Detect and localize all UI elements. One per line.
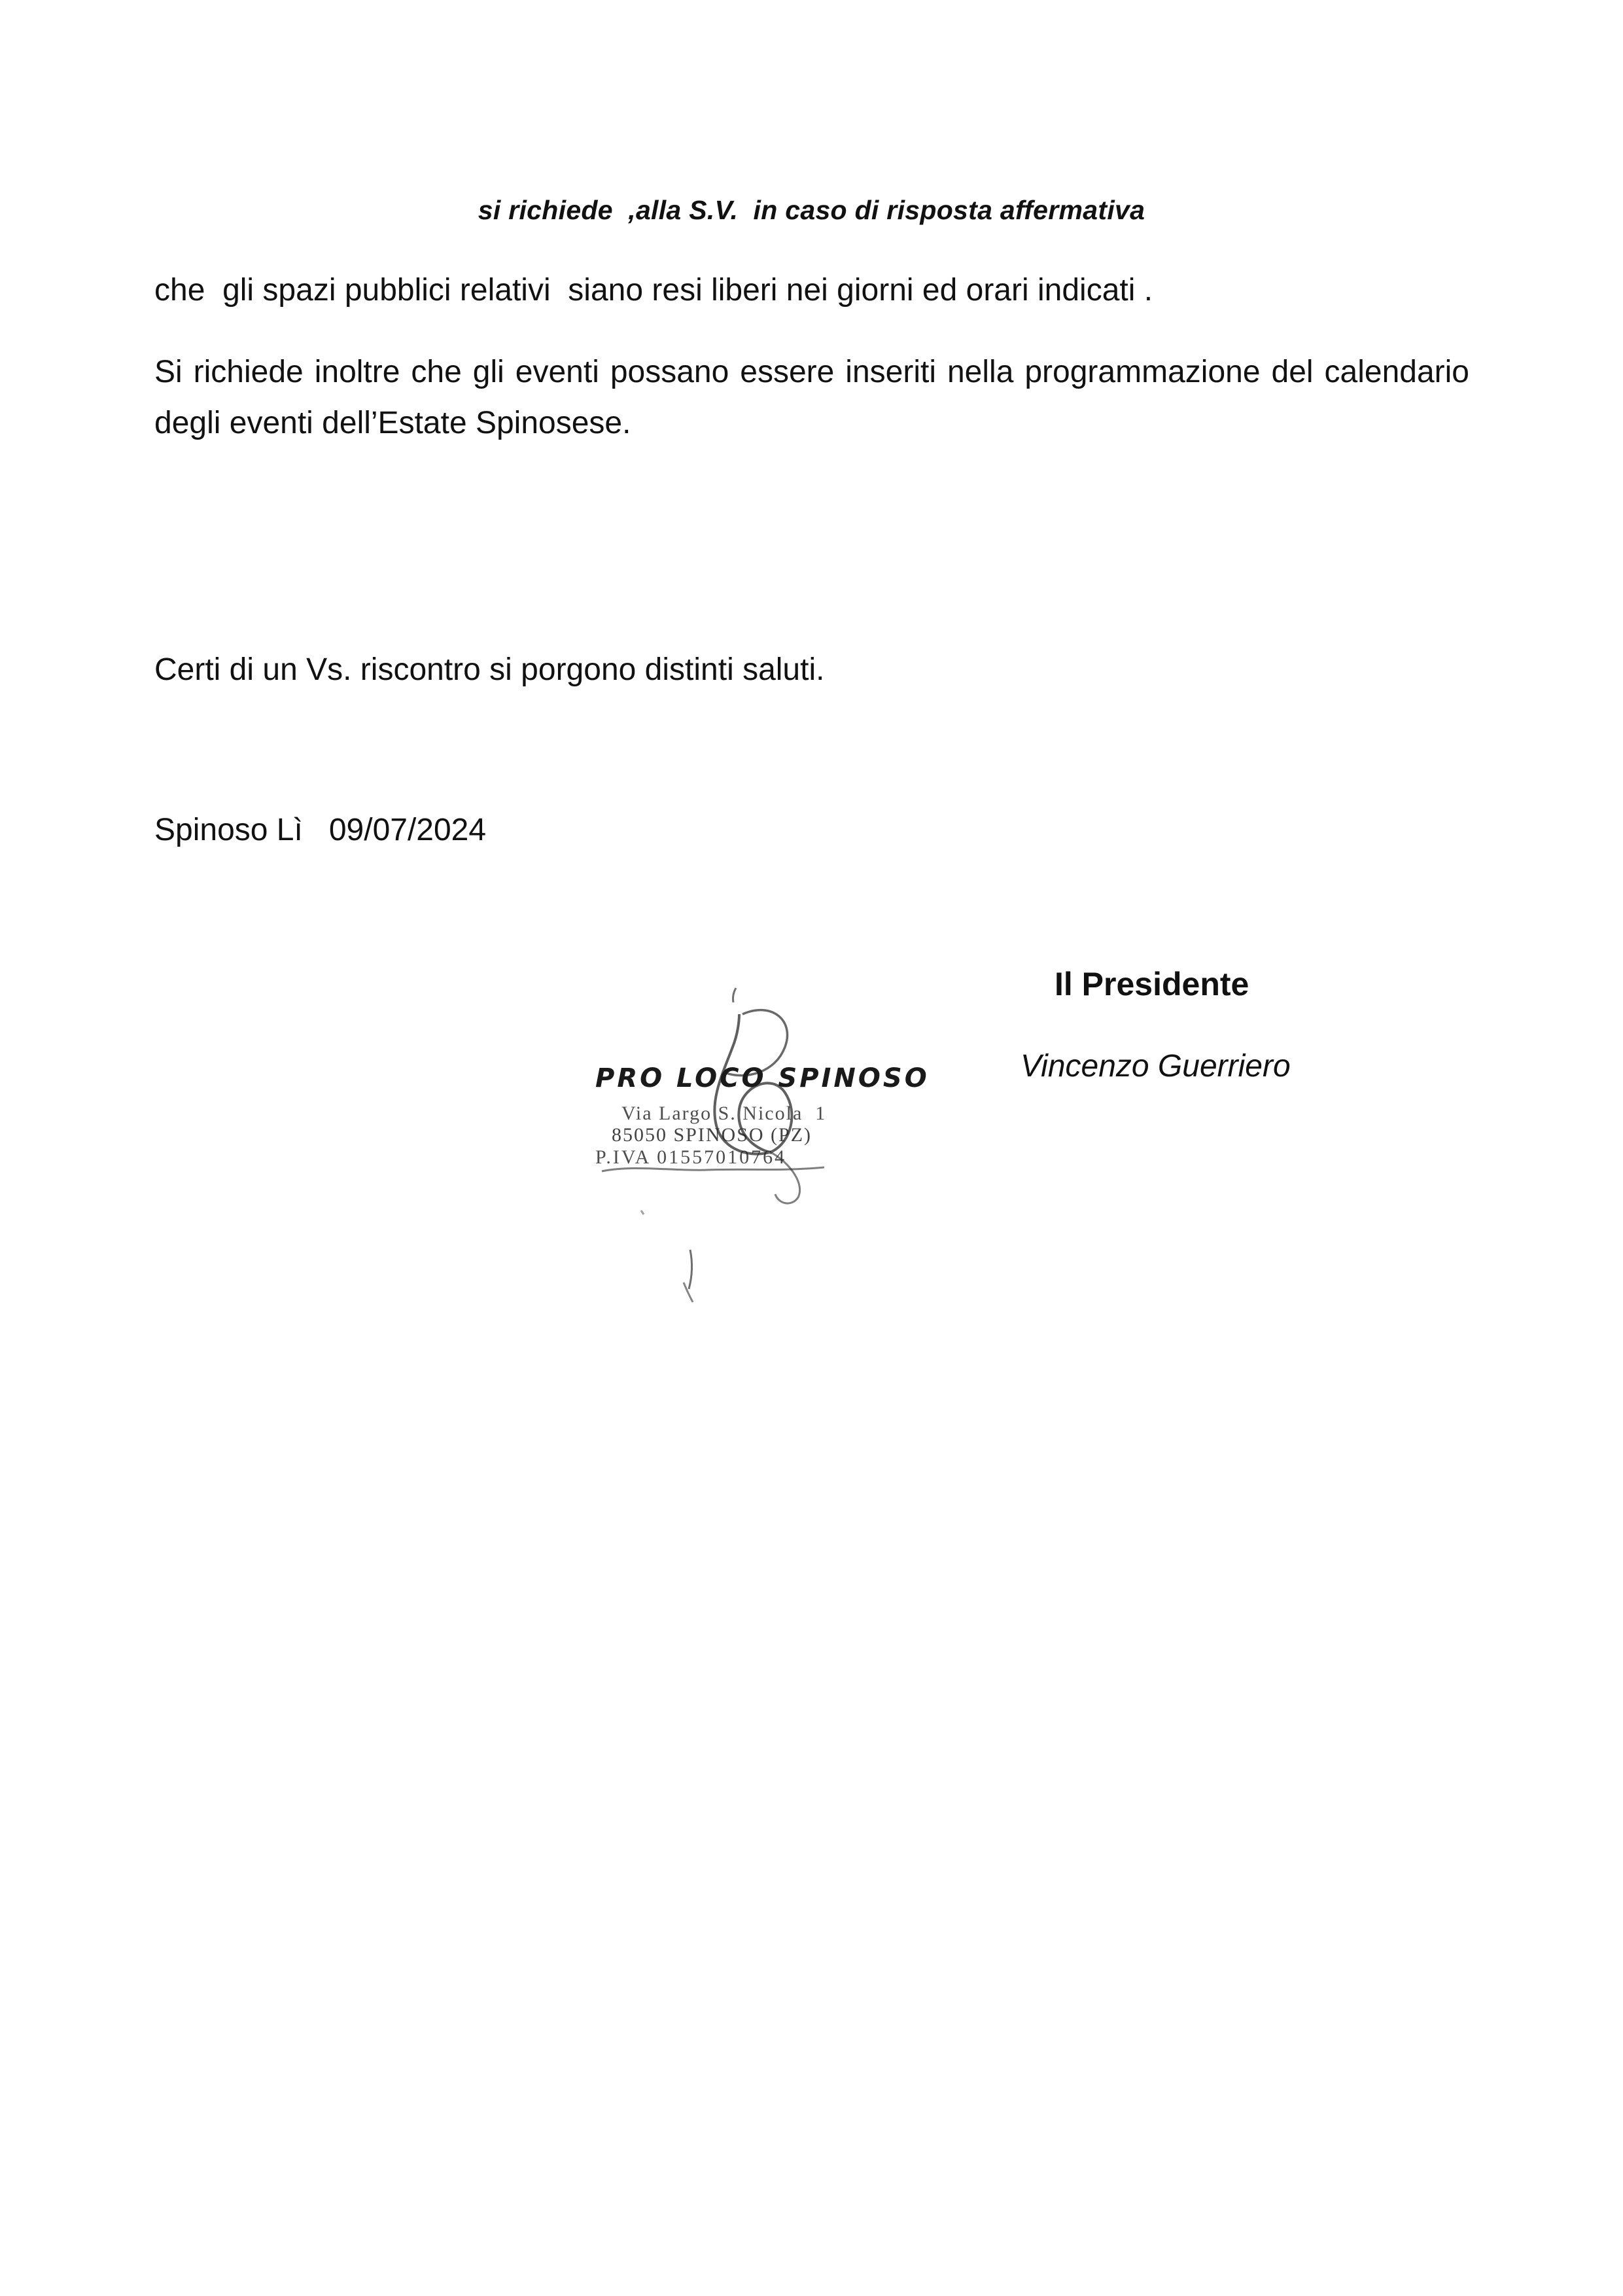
signatory-title: Il Presidente (1055, 966, 1249, 1002)
place-date-line: Spinoso Lì 09/07/2024 (154, 813, 487, 847)
stamp-address: Via Largo S. Nicola 1 (621, 1103, 827, 1124)
paragraph-public-spaces: che gli spazi pubblici relativi siano resi liberi nei giorni ed orari indicati . (154, 273, 1153, 308)
stamp-vat-number: P.IVA 01557010764 (595, 1146, 787, 1168)
stamp-city: 85050 SPINOSO (PZ) (612, 1124, 812, 1146)
stamp-organization-name: PRO LOCO SPINOSO (595, 1063, 930, 1093)
signatory-name: Vincenzo Guerriero (1021, 1049, 1291, 1084)
pro-loco-stamp (576, 975, 942, 1315)
paragraph-events-calendar: Si richiede inoltre che gli eventi possano essere inseriti nella programmazione del calendario degli eventi dell’Estate Spinosese. (154, 355, 1478, 440)
document-heading: si richiede ,alla S.V. in caso di risposta affermativa (478, 195, 1145, 225)
paragraph-closing-greetings: Certi di un Vs. riscontro si porgono distinti saluti. (154, 652, 825, 687)
